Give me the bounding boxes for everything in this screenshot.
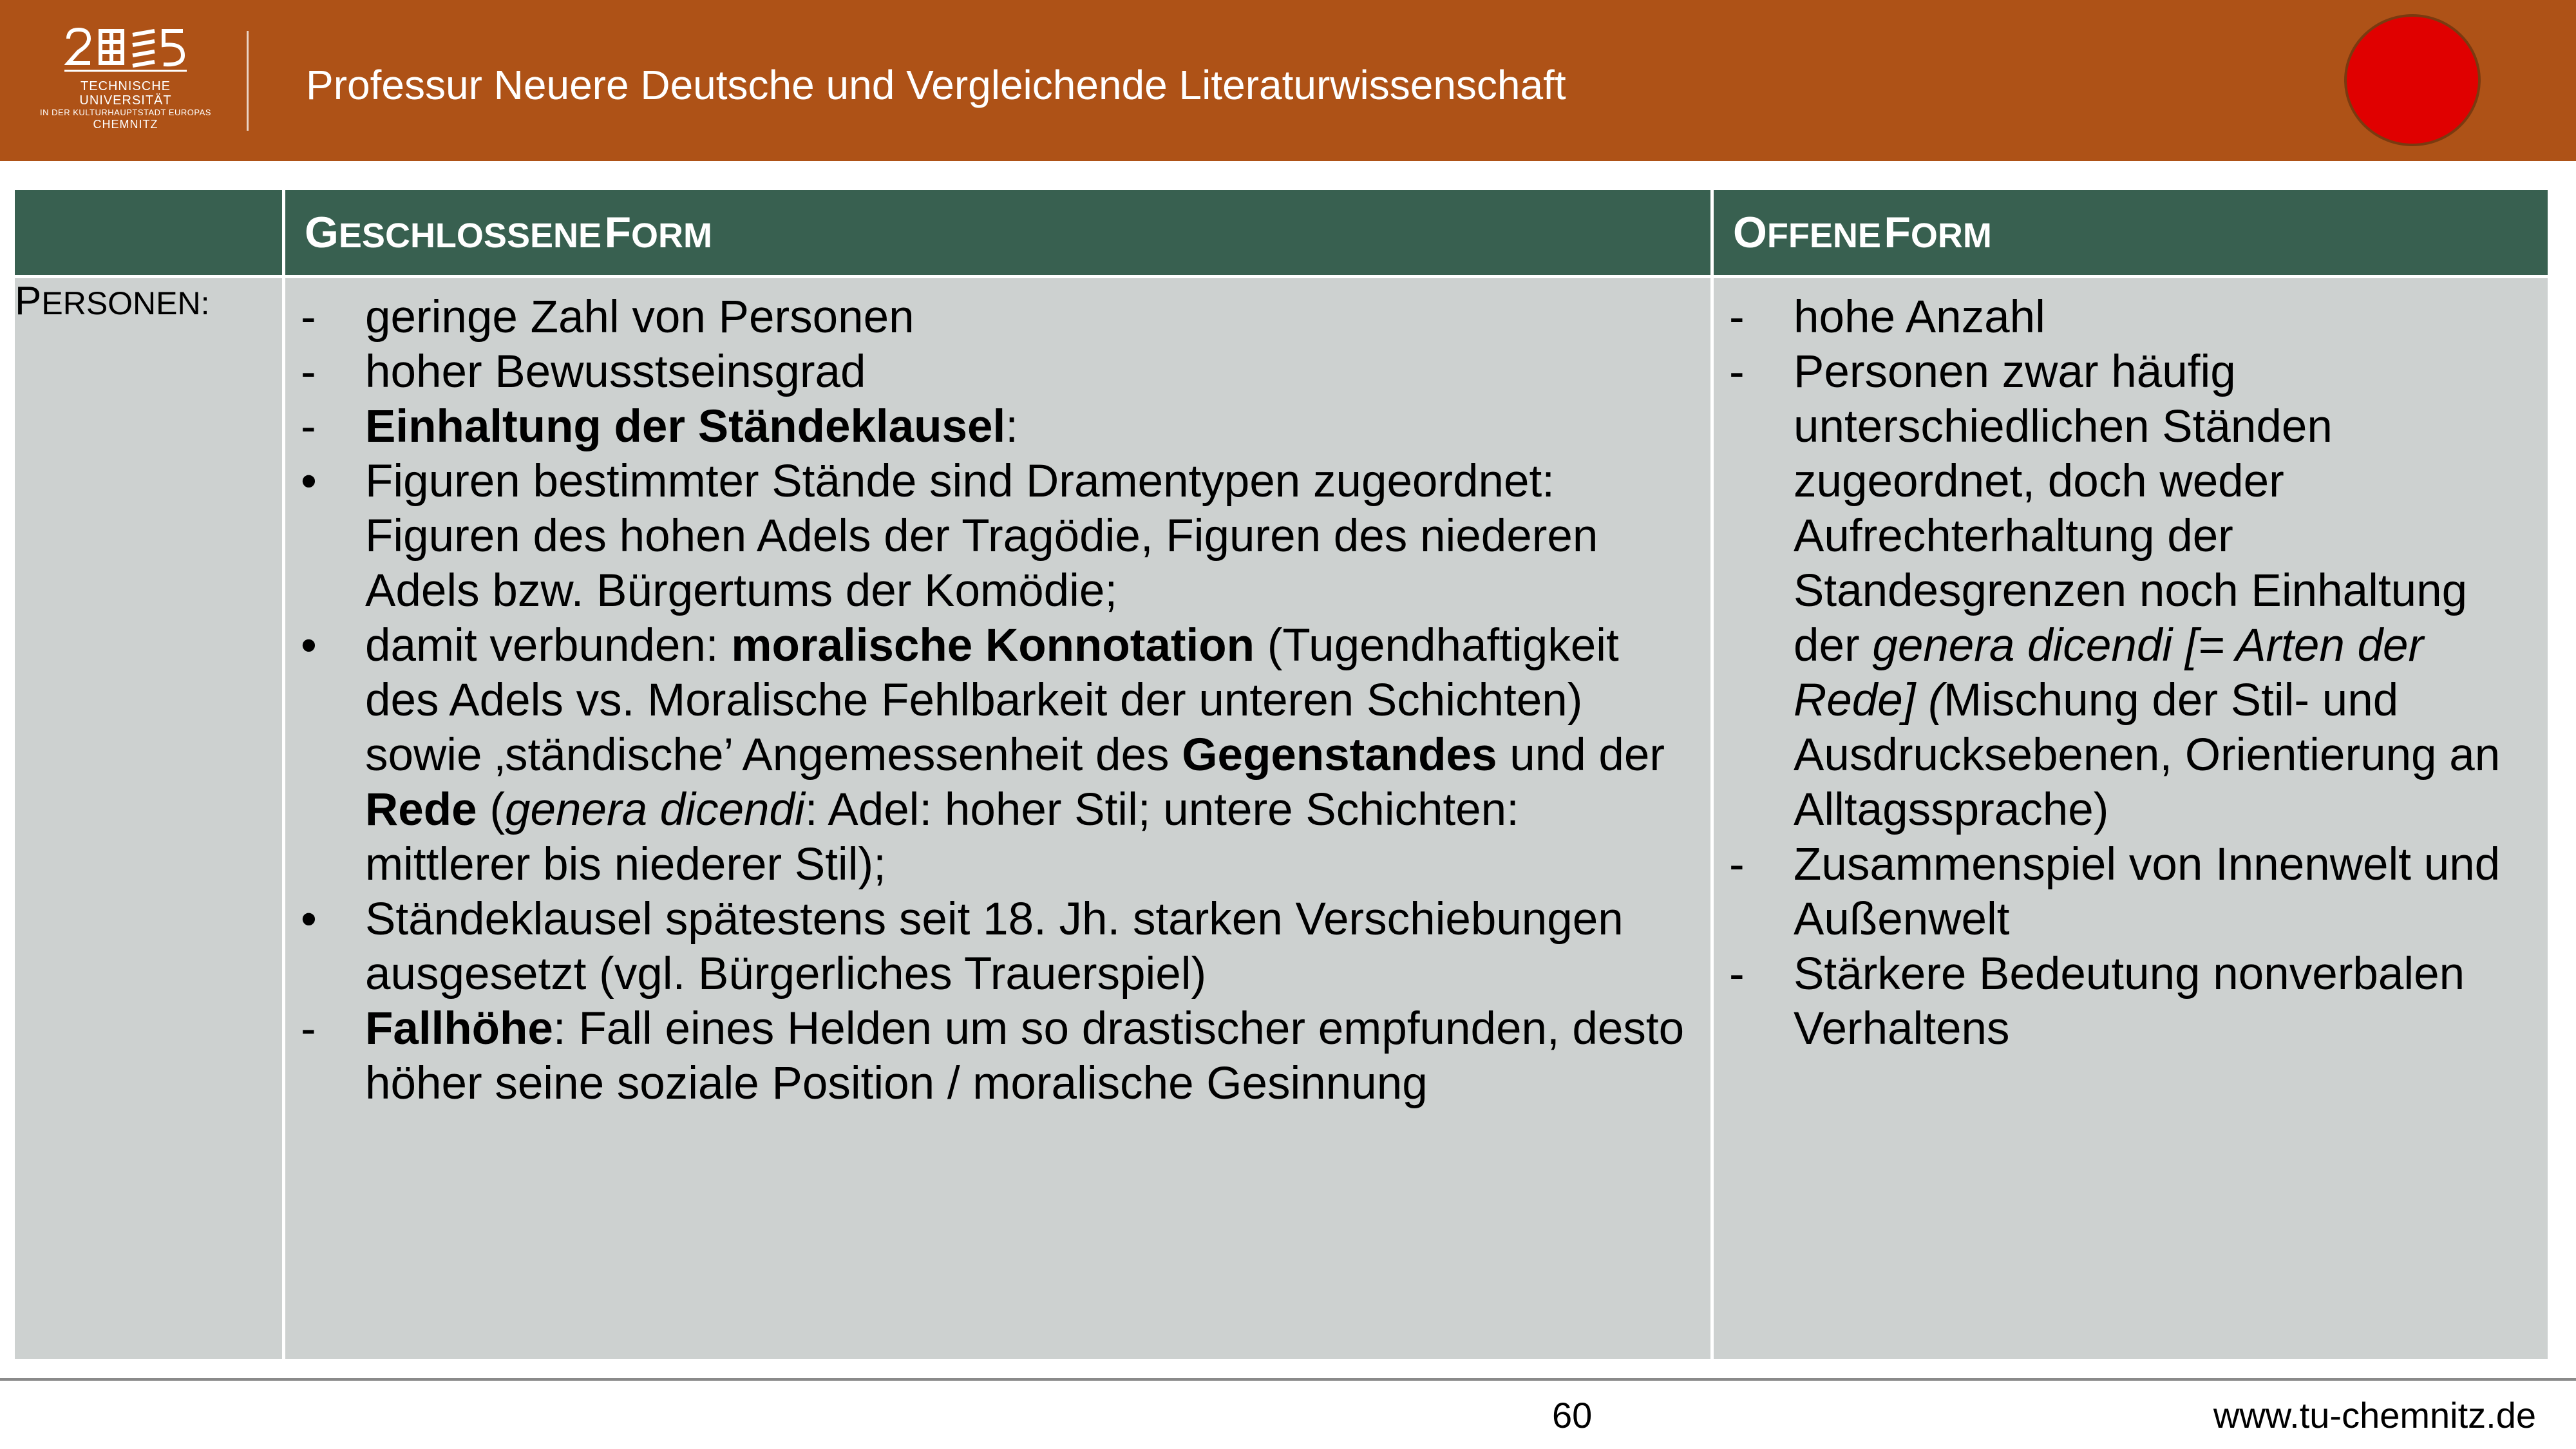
header-bar [0, 0, 2576, 161]
logo-tagline: IN DER KULTURHAUPTSTADT EUROPAS [40, 108, 211, 117]
table-header-row [14, 189, 2550, 277]
row-label-personen: PERSONEN: [14, 277, 284, 1361]
website-link[interactable]: www.tu-chemnitz.de [2213, 1395, 2536, 1435]
list-item: - Einhaltung der Ständeklausel: [301, 401, 1018, 452]
open-form-cell [1712, 277, 2550, 1361]
list-item: - Fallhöhe: Fall eines Helden um so drastischer empfunden, desto höher seine soziale Position / moralische Gesinnung [301, 1003, 1685, 1109]
university-logo [35, 26, 216, 135]
comparison-table [12, 187, 2551, 1362]
table-row [14, 277, 2550, 1361]
header-divider [247, 31, 249, 131]
list-item: • Figuren bestimmter Stände sind Dramentypen zugeordnet: Figuren des hohen Adels der Tragödie, Figuren des niederen Adels bzw. Bürgertums der Komödie; [301, 456, 1598, 616]
header-open-form: OFFENE FORM [1712, 189, 2550, 277]
footer-divider [0, 1378, 2576, 1381]
list-item: - Personen zwar häufig unterschiedlichen Ständen zugeordnet, doch weder Aufrechterhaltung der Standesgrenzen noch Einhaltung der genera dicendi [= Arten der Rede] (Mischung der Stil- und Ausdrucksebenen, Orientierung an Alltagssprache) [1729, 346, 2501, 835]
list-item: - Stärkere Bedeutung nonverbalen Verhaltens [1729, 949, 2465, 1054]
page-number: 60 [1552, 1395, 1593, 1435]
list-item: - geringe Zahl von Personen [301, 292, 914, 343]
list-item: • damit verbunden: moralische Konnotation (Tugendhaftigkeit des Adels vs. Moralische Fehlbarkeit der unteren Schichten) sowie ‚ständische’ Angemessenheit des Gegenstandes und der Rede (genera dicendi: Adel: hoher Stil; untere Schichten: mittlerer bis niederer Stil); [301, 620, 1665, 890]
list-item: - hohe Anzahl [1729, 292, 2045, 343]
record-indicator-icon[interactable] [2344, 14, 2481, 146]
closed-form-cell [284, 277, 1712, 1361]
logo-university-name: TECHNISCHE UNIVERSITÄT [79, 79, 172, 108]
header-cell-empty [14, 189, 284, 277]
list-item: • Ständeklausel spätestens seit 18. Jh. starken Verschiebungen ausgesetzt (vgl. Bürgerliches Trauerspiel) [301, 894, 1624, 999]
logo-city: CHEMNITZ [93, 118, 158, 131]
tu-chemnitz-logo-icon [64, 26, 187, 74]
list-item: - hoher Bewusstseinsgrad [301, 346, 866, 397]
header-closed-form: GESCHLOSSENE FORM [284, 189, 1712, 277]
page-title: Professur Neuere Deutsche und Vergleichende Literaturwissenschaft [306, 62, 1566, 108]
list-item: - Zusammenspiel von Innenwelt und Außenwelt [1729, 839, 2501, 945]
